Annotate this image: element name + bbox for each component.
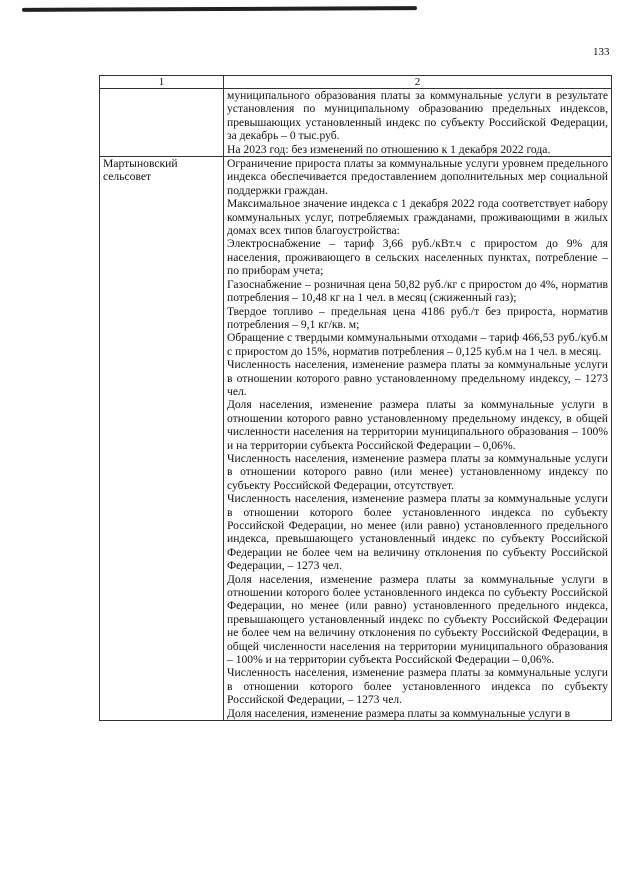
paragraph: Твердое топливо – предельная цена 4186 руб./т без прироста, норматив потребления – 9,1 кг/кв. м; [227,304,608,331]
paragraph: Численность населения, изменение размера платы за коммунальные услуги в отношении которого равно (или менее) установленному индексу по субъекту Российской Федерации, отсутствует. [227,451,608,492]
paragraph: На 2023 год: без изменений по отношению к 1 декабря 2022 года. [227,142,551,156]
document-table [99,75,612,721]
paragraph: Доля населения, изменение размера платы за коммунальные услуги в отношении которого более установленного индекса по субъекту Российской Федерации, но менее (или равно) установленного предельного индекса, превышающего установленный индекс по субъекту Российской Федерации не более чем на величину отклонения по субъекту Российской Федерации, в общей численности населения на территории муниципального образования – 100% и на территории субъекта Российской Федерации – 0,06%. [227,572,608,667]
paragraph: Обращение с твердыми коммунальными отходами – тариф 466,53 руб./куб.м с приростом до 15%, норматив потребления – 0,125 куб.м на 1 чел. в месяц. [227,331,608,358]
paragraph: Максимальное значение индекса с 1 декабря 2022 года соответствует набору коммунальных услуг, потребляемых гражданами, проживающими в жилых домах всех типов благоустройства: [227,197,608,238]
header-cell-2: 2 [224,76,612,89]
paragraph: Ограничение прироста платы за коммунальные услуги уровнем предельного индекса обеспечивается предоставлением дополнительных мер социальной поддержки граждан. [227,157,608,197]
paragraph: Доля населения, изменение размера платы за коммунальные услуги в отношении которого равно установленному предельному индексу, в общей численности населения на территории муниципального образования – 100% и на территории субъекта Российской Федерации – 0,06%. [227,398,608,452]
municipality-cell: Мартыновский сельсовет [100,157,224,721]
table-row [100,157,612,721]
page-number: 133 [593,46,610,58]
paragraph: муниципального образования платы за коммунальные услуги в результате установления по муниципальному образованию предельных индексов, превышающих установленный индекс по субъекту Российской Федерации, за декабрь – 0 тыс.руб. [227,89,608,143]
table-header-row [100,76,612,89]
paragraph: Доля населения, изменение размера платы за коммунальные услуги в [227,706,571,720]
paragraph: Численность населения, изменение размера платы за коммунальные услуги в отношении которого более установленного индекса по субъекту Российской Федерации, но менее (или равно) установленного предельного индекса, превышающего установленный индекс по субъекту Российской Федерации не более чем на величину отклонения по субъекту Российской Федерации, – 1273 чел. [227,492,608,573]
paragraph: Численность населения, изменение размера платы за коммунальные услуги в отношении которого более установленного индекса по субъекту Российской Федерации, – 1273 чел. [227,666,608,707]
scan-artifact-bar [22,6,417,12]
description-cell [224,89,612,157]
table-row [100,89,612,157]
paragraph: Газоснабжение – розничная цена 50,82 руб./кг с приростом до 4%, норматив потребления – 10,48 кг на 1 чел. в месяц (сжиженный газ); [227,277,608,305]
description-cell [224,157,612,721]
municipality-cell [100,89,224,157]
paragraph: Электроснабжение – тариф 3,66 руб./кВт.ч с приростом до 9% для населения, проживающего в сельских населенных пунктах, потребление – по приборам учета; [227,237,608,278]
paragraph: Численность населения, изменение размера платы за коммунальные услуги в отношении которого равно установленному предельному индексу, – 1273 чел. [227,358,608,398]
header-cell-1: 1 [100,76,224,89]
